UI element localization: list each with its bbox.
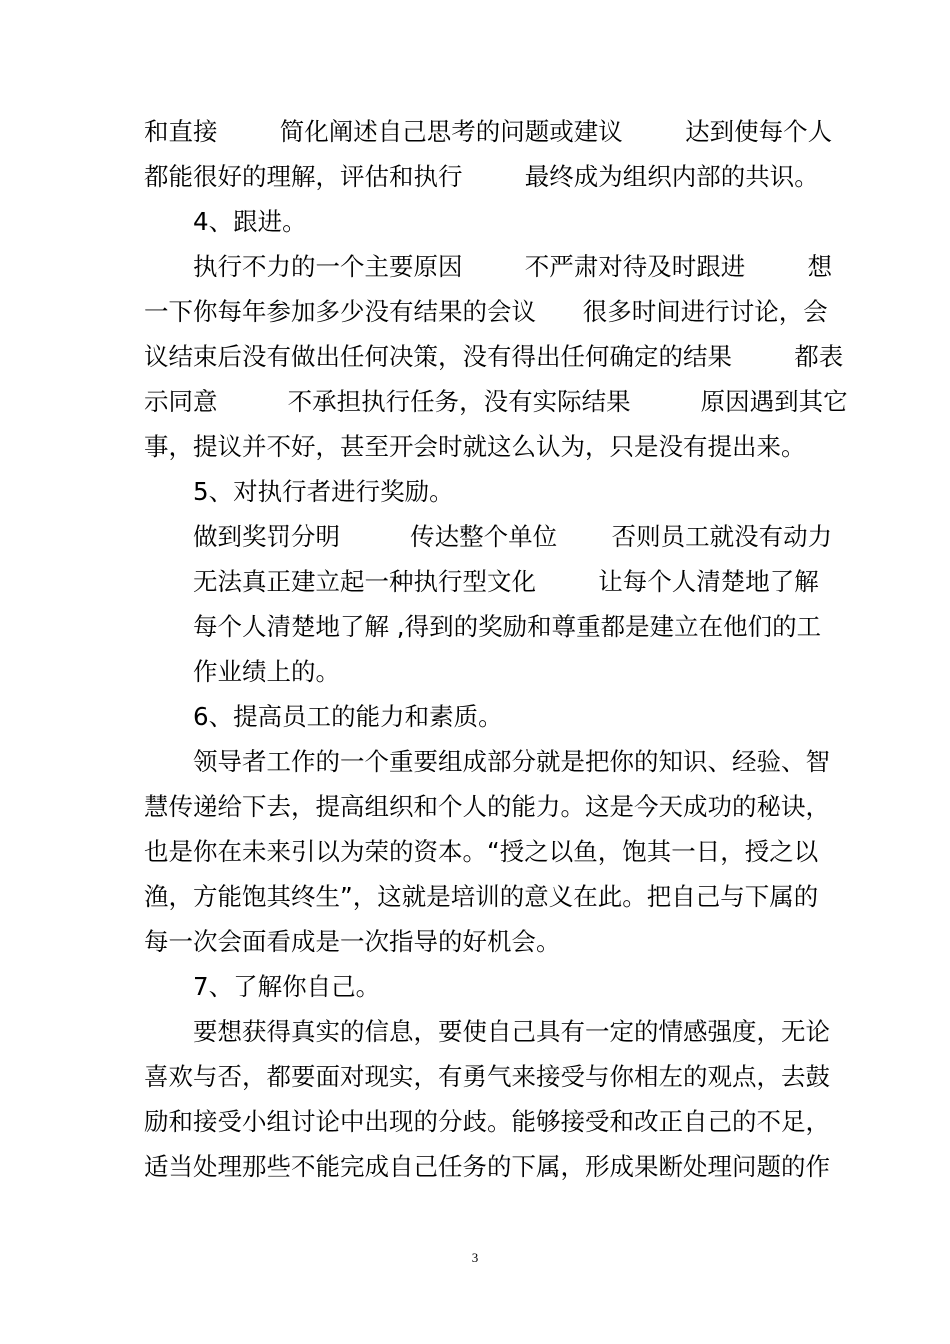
section-heading: 6、提高员工的能力和素质。 [193,702,503,731]
text-line: 每个人清楚地了解 ,得到的奖励和尊重都是建立在他们的工 [193,612,822,641]
section-heading: 4、跟进。 [193,207,307,236]
section-heading: 7、了解你自己。 [193,972,381,1001]
text-line: 示同意 不承担执行任务，没有实际结果 原因遇到其它 [144,387,848,416]
text-line: 适当处理那些不能完成自己任务的下属，形成果断处理问题的作 [144,1152,830,1181]
text-line: 每一次会面看成是一次指导的好机会。 [144,927,561,956]
text-line: 事，提议并不好，甚至开会时就这么认为，只是没有提出来。 [144,432,806,461]
text-line: 无法真正建立起一种执行型文化 让每个人清楚地了解 [193,567,819,596]
text-line: 渔，方能饱其终生”，这就是培训的意义在此。把自己与下属的 [144,882,819,911]
text-line: 作业绩上的。 [193,657,340,686]
section-heading: 5、对执行者进行奖励。 [193,477,454,506]
text-line: 议结束后没有做出任何决策，没有得出任何确定的结果 都表 [144,342,844,371]
text-line: 领导者工作的一个重要组成部分就是把你的知识、经验、智 [193,747,830,776]
page-number: 3 [471,1250,479,1265]
text-line: 也是你在未来引以为荣的资本。“授之以鱼，饱其一日，授之以 [144,837,819,866]
text-line: 都能很好的理解，评估和执行 最终成为组织内部的共识。 [144,162,819,191]
text-line: 喜欢与否，都要面对现实，有勇气来接受与你相左的观点，去鼓 [144,1062,830,1091]
text-line: 励和接受小组讨论中出现的分歧。能够接受和改正自己的不足， [144,1107,830,1136]
text-line: 慧传递给下去，提高组织和个人的能力。这是今天成功的秘诀， [144,792,830,821]
text-line: 执行不力的一个主要原因 不严肃对待及时跟进 想 [193,252,833,281]
text-line: 做到奖罚分明 传达整个单位 否则员工就没有动力 [193,522,833,551]
text-line: 和直接 简化阐述自己思考的问题或建议 达到使每个人 [144,117,833,146]
text-line: 要想获得真实的信息，要使自己具有一定的情感强度，无论 [193,1017,830,1046]
text-line: 一下你每年参加多少没有结果的会议 很多时间进行讨论，会 [144,297,828,326]
